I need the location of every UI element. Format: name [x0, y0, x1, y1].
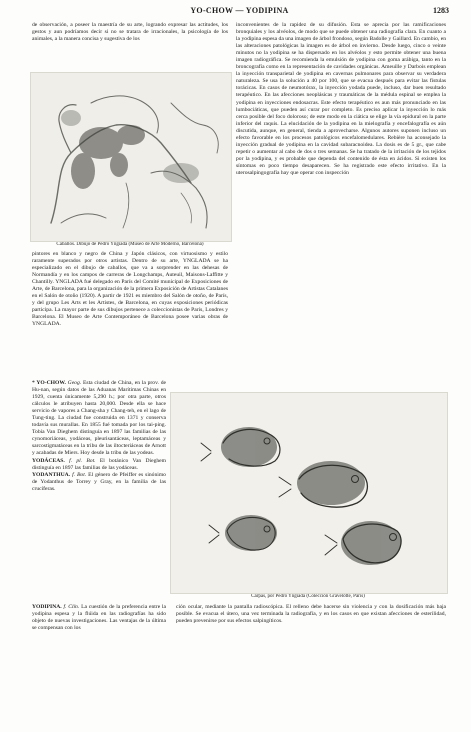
- entry-yodanthua: [32, 472, 166, 493]
- right-column-text: [236, 22, 446, 380]
- carps-drawing-figure: [170, 392, 448, 594]
- entry-text: El botánico Van Dieghem distinguía en 1897 las familias de las yodáceas.: [32, 457, 166, 471]
- entry-category: f. pl. Bot.: [69, 457, 96, 464]
- paragraph: inconvenientes de la rapidez de su difusión. Esta se aprecia por las ramificaciones bronquiales y los alvéolos, de modo que se puede obtener una radiografía clara. En cuanto a la yodipina espesa da una imagen de árbol frondoso, según Badolle y Gaillard. En cambio, en las alteraciones patológicas la imagen es de árbol en invierno. Desde luego, cinco o veinte minutos no la yodipina se ha dispersado en los alvéolos y esto permite obtener una buena imagen radiográfica. Se recomienda la emulsión de yodipina con goma arábiga, tanto en la broncografía como en la representación de cavidades orgánicas. Ameuille y Darbois emplean la inyección transparietal de yodipina en cavernas pulmonares para observar su verdadera naturaleza. Se usa la solución a 40 por 100, que se evacua después para evitar las fístulas torácicas. En casos de neumotórax, la inyección yodada puede, incluso, dar buen resultado terapéutico. En las afecciones neoplásicas y traumáticas de la médula espinal se emplea la yodipina en inyecciones endosacras. Este efecto terapéutico es aun más pronunciado en las lumbociáticas, que pueden así curar por completo. Es preciso aplicar la inyección lo más cerca posible del foco doloroso; de este modo en la ciática se elige la vía epidural en la parte inferior del raquis. La elucidación de la yodipina en la mielografía y encefalografía es aún discutida, aunque, en general, tienda a aprovecharse. Algunos autores suponen incluso un efecto favorable en los procesos patológicos encefalomedulares. Rebière ha aconsejado la inyección gradual de yodipina en la cavidad subaracnoidea. La dosis es de 5 gr., que cabe repetir o aumentar al cabo de dos o tres semanas. Se ha tratado de la irritación de los tejidos por la yodipina, y es probable que dependa del contenido de ésta en ácidos. Si existen los síntomas en poco tiempo desaparecen. Se ha registrado este efecto irritativo. En la uterosalpingografía hay que operar con inspección: [236, 22, 446, 176]
- left-column-top-text: [32, 22, 228, 70]
- entry-term: YODIPINA.: [32, 604, 62, 610]
- left-column-mid-text: [32, 251, 228, 379]
- entry-yodaceas: [32, 458, 166, 472]
- entry-text: La cuestión de la preferencia entre la yodipina espesa y la flúida en las radiografías ha sido objeto de nuevas investigaciones. Las ventajas de la última se compensan con los: [32, 604, 166, 632]
- horses-drawing-figure: [30, 72, 232, 242]
- running-title: YO-CHOW — YODIPINA: [190, 6, 289, 15]
- entry-text: El género de Pfeiffer es sinónimo de Yodanthus de Torrey y Gray, en la familia de las crucíferas.: [32, 471, 166, 492]
- page-header: [30, 6, 449, 18]
- entry-yodipina: [32, 604, 166, 632]
- entry-yo-chow: [32, 380, 166, 458]
- paragraph: de observación, a poseer la maestría de su arte, logrando expresar las actitudes, los gestos y aun podríamos decir si no se tratara de irracionales, la psicología de los animales, a la manera concisa y sugestiva de los: [32, 22, 228, 43]
- entry-category: Geog.: [67, 380, 82, 386]
- carps-caption: Carpas, por Pedro Yngiada (Colección Gravelotte, París): [251, 594, 365, 599]
- page-number: 1283: [433, 6, 449, 15]
- carps-drawing-image: [171, 393, 447, 593]
- left-column-narrow-text: [32, 380, 166, 602]
- entry-text: Esta ciudad de China, en la prov. de Hu-nan, según datos de las Aduanas Marítimas Chinas en 1929, cuenta únicamente 5,290 h.; por otra parte, otros cálculos le atribuyen hasta 20,000. Desde ella se hace servicio de vapores a Chang-sha y Chang-teh, en el lago de Tung-ting. La ciudad fue construida en 1371 y conserva todavía sus murallas. En 1855 fué tomada por los tai-ping. Tobía Van Dieghem distinguía en 1897 las familias de las cynomoriáceas, yodáceas, pleurisantáceas, leptamáceas y sarcostigmatáceas en la tribu de las iltocteriáceas de Arnott y acabadas de Miers. Hoy desde la tribu de las yodeas.: [32, 380, 166, 457]
- entry-category: f. Bot.: [72, 471, 87, 478]
- left-column-bottom-text: [32, 604, 166, 714]
- entry-category: f. Clín.: [63, 604, 80, 610]
- horses-caption: Caballos. Dibujo de Pedro Yngiada (Museo de Arte Moderno, Barcelona): [56, 242, 204, 247]
- entry-term: * YO-CHOW.: [32, 380, 66, 386]
- paragraph: ción ocular, mediante la pantalla radioscópica. El relleno debe hacerse sin violencia y con la dosificación más baja posible. Se evacua el útero, una vez terminada la radiografía, y en los casos en que existan afecciones de esterilidad, pueden prevenirse por sus efectos salpingíticos.: [176, 604, 446, 625]
- horses-drawing-image: [31, 73, 231, 241]
- entry-term: YODÁCEAS.: [32, 457, 65, 464]
- paragraph: pintores en blanco y negro de China y Japón clásicos, con virtuosismo y estilo raramente superados por otros artistas. Dentro de su arte, YNGLADA se ha especializado en el dibujo de caballos, que va a sorprender en las dehesas de Normandía y en los campos de carreras de Longchamps, Auteuil, Maisons-Laffitte y Chantilly. YNGLADA fué delegado en París del Comité municipal de Exposiciones de Arte, de Barcelona, para la organización de la primera Exposición de Artistas Catalanes en el Salón de otoño (1920). A partir de 1921 es miembro del Salón de otoño, de París, y del grupo Les Arts et les Artistes, de Barcelona, en cuyas exposiciones periódicas participa. La mayor parte de sus dibujos pertenece a coleccionistas de París, Londres y Barcelona. El Museo de Arte Contemporáneo de Barcelona posee varias obras de YNGLADA.: [32, 251, 228, 328]
- right-bottom-text: [176, 604, 446, 714]
- entry-term: YODANTHUA.: [32, 471, 71, 478]
